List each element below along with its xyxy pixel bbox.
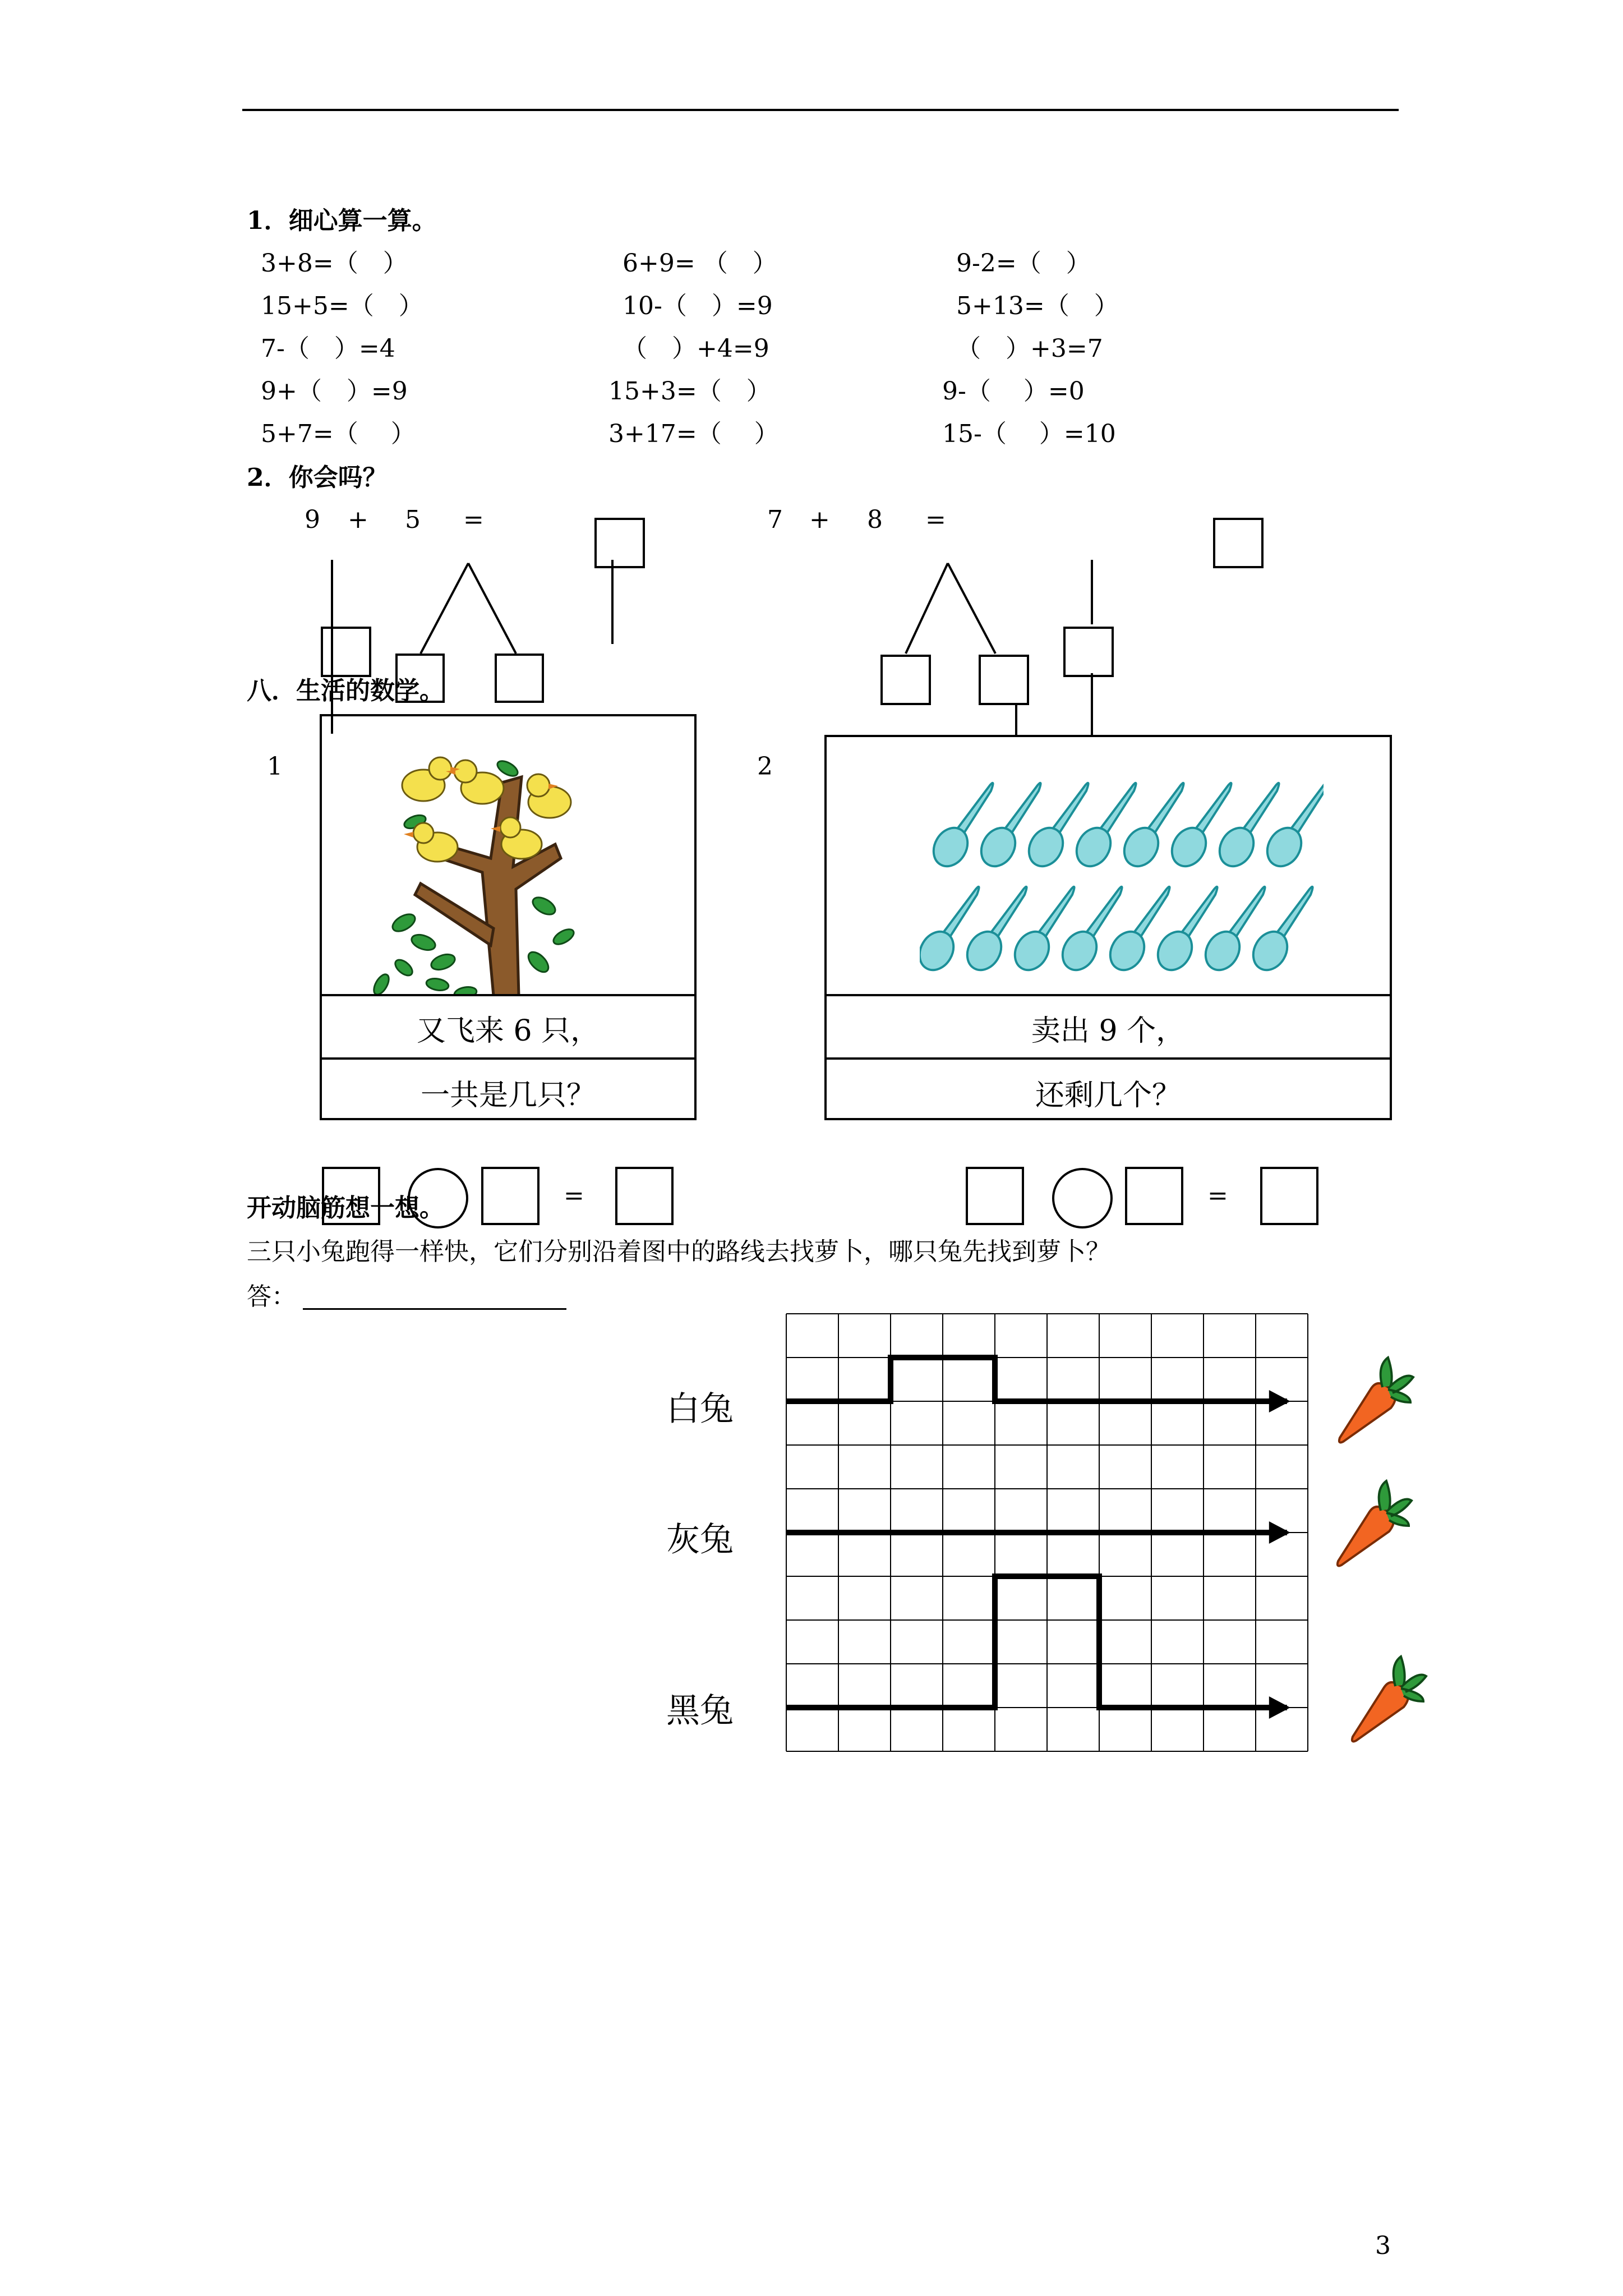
- problem1-number: 1: [267, 752, 283, 781]
- split-line: [611, 560, 614, 644]
- section2-heading: 2．你会吗？: [247, 463, 388, 492]
- rabbit-label-gray: 灰兔: [666, 1520, 734, 1559]
- answer-box[interactable]: [481, 1167, 540, 1225]
- branch-lines: [404, 561, 527, 656]
- problem2-line1: 卖出 9 个，: [1031, 1014, 1186, 1048]
- answer-box[interactable]: [1213, 518, 1264, 568]
- problem1-line1: 又飞来 6 只，: [416, 1014, 600, 1048]
- branch-lines: [892, 561, 1015, 656]
- white-rabbit-path: [786, 1358, 1287, 1401]
- problem: 15+5=（ ）: [261, 292, 423, 320]
- problem: 15-（ ）=10: [942, 420, 1116, 448]
- problem: （ ）+4=9: [623, 334, 769, 363]
- answer-box[interactable]: [966, 1167, 1024, 1225]
- tree-with-chicks-image: [370, 738, 606, 996]
- split-line: [1015, 704, 1017, 735]
- spoons-image: [920, 760, 1324, 984]
- header-rule: [242, 109, 1399, 111]
- page-number: 3: [1375, 2231, 1391, 2260]
- problem: 3+17=（ ）: [608, 420, 779, 448]
- panel-divider: [320, 1057, 697, 1060]
- eq1-a: 9: [305, 505, 320, 534]
- rabbit-label-white: 白兔: [666, 1389, 734, 1429]
- panel-divider: [824, 994, 1392, 996]
- split-line: [1091, 560, 1093, 624]
- section8-heading: 八．生活的数学。: [247, 677, 444, 705]
- answer-box[interactable]: [880, 655, 931, 705]
- equals-sign: =: [564, 1181, 584, 1210]
- answer-box[interactable]: [615, 1167, 674, 1225]
- problem: 9+（ ）=9: [261, 377, 408, 406]
- carrot-icon: [1345, 1654, 1429, 1749]
- brain-heading: 开动脑筋想一想。: [247, 1194, 444, 1222]
- problem: （ ）+3=7: [956, 334, 1103, 363]
- panel-divider: [824, 1057, 1392, 1060]
- split-line: [1091, 673, 1093, 735]
- problem: 9-2=（ ）: [956, 249, 1091, 278]
- problem2-line2: 还剩几个？: [1035, 1079, 1181, 1112]
- eq1-op: +: [348, 505, 368, 534]
- problem: 5+13=（ ）: [956, 292, 1119, 320]
- problem1-line2: 一共是几只？: [420, 1079, 596, 1112]
- carrot-icon: [1330, 1478, 1414, 1573]
- problem: 9-（ ）=0: [942, 377, 1085, 406]
- answer-box[interactable]: [979, 655, 1029, 705]
- arrow-head-icon: [1269, 1521, 1290, 1544]
- arrow-head-icon: [1269, 1390, 1290, 1412]
- problem: 5+7=（ ）: [261, 420, 416, 448]
- panel-divider: [320, 994, 697, 996]
- problem: 10-（ ）=9: [623, 292, 773, 320]
- carrot-icon: [1332, 1355, 1416, 1450]
- answer-label: 答：: [247, 1282, 296, 1311]
- answer-box[interactable]: [1260, 1167, 1318, 1225]
- eq2-op: +: [809, 505, 830, 534]
- answer-box[interactable]: [1063, 627, 1114, 677]
- arrow-head-icon: [1269, 1696, 1290, 1719]
- eq2-a: 7: [767, 505, 783, 534]
- equals-sign: =: [1207, 1181, 1228, 1210]
- eq1-b: 5: [405, 505, 421, 534]
- answer-line[interactable]: [303, 1308, 566, 1310]
- black-rabbit-path: [786, 1576, 1287, 1708]
- answer-box[interactable]: [495, 654, 544, 703]
- brain-question: 三只小兔跑得一样快，它们分别沿着图中的路线去找萝卜，哪只兔先找到萝卜？: [247, 1237, 1110, 1266]
- rabbit-label-black: 黑兔: [666, 1691, 734, 1731]
- problem: 7-（ ）=4: [261, 334, 395, 363]
- answer-box[interactable]: [594, 518, 645, 568]
- eq2-b: 8: [867, 505, 883, 534]
- answer-box[interactable]: [1125, 1167, 1183, 1225]
- problem: 6+9= （ ）: [623, 249, 777, 278]
- problem2-number: 2: [757, 752, 773, 781]
- operator-circle[interactable]: [1052, 1168, 1113, 1228]
- problem: 15+3=（ ）: [608, 377, 771, 406]
- eq1-equals: =: [463, 505, 484, 534]
- section1-heading: 1．细心算一算。: [247, 206, 437, 235]
- problem: 3+8=（ ）: [261, 249, 408, 278]
- eq2-equals: =: [925, 505, 946, 534]
- answer-box[interactable]: [321, 627, 371, 677]
